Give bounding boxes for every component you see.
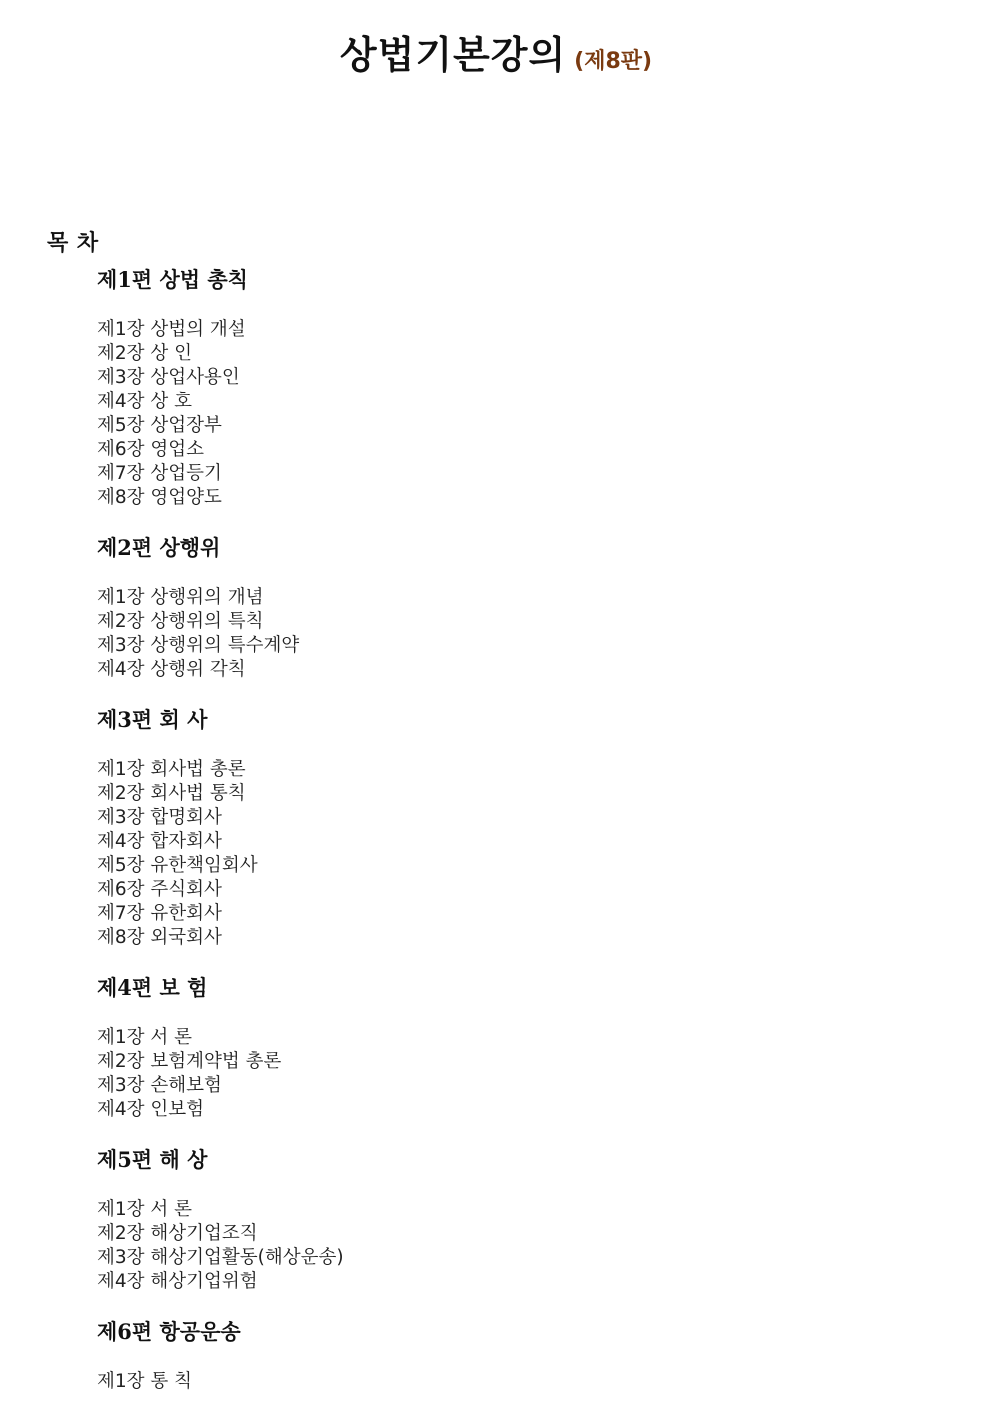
chapter-item: 제1장 서 론 [97,1199,193,1220]
chapter-item: 제7장 유한회사 [97,903,222,924]
chapter-item: 제2장 보험계약법 총론 [97,1051,282,1072]
toc-part [97,1316,897,1394]
chapter-item: 제1장 서 론 [97,1027,193,1048]
part-title: 제2편 상행위 [97,535,221,560]
chapter-item: 제7장 상업등기 [97,463,222,484]
chapter-item: 제2장 회사법 통칙 [97,783,246,804]
part-title: 제5편 해 상 [97,1147,208,1172]
chapter-item: 제2장 상 인 [97,343,193,364]
chapter-item: 제3장 상업사용인 [97,367,240,388]
part-title: 제6편 항공운송 [97,1319,241,1344]
edition-label: (제8판) [574,49,653,74]
chapter-item: 제4장 합자회사 [97,831,222,852]
chapter-item: 제3장 상행위의 특수계약 [97,635,300,656]
chapter-item: 제4장 해상기업위험 [97,1271,258,1292]
toc-heading: 목 차 [47,230,99,256]
toc-part [97,264,897,510]
chapter-item: 제3장 합명회사 [97,807,222,828]
chapter-list [97,758,897,950]
toc-part [97,704,897,950]
part-title: 제4편 보 험 [97,975,208,1000]
book-title: 상법기본강의 [339,33,567,77]
chapter-item: 제1장 통 칙 [97,1371,193,1392]
chapter-item: 제1장 회사법 총론 [97,759,246,780]
chapter-item: 제2장 상행위의 특칙 [97,611,264,632]
chapter-item: 제4장 인보험 [97,1099,205,1120]
chapter-item: 제4장 상 호 [97,391,193,412]
chapter-item: 제8장 영업양도 [97,487,222,508]
chapter-item: 제2장 해상기업조직 [97,1223,258,1244]
chapter-item: 제3장 해상기업활동(해상운송) [97,1247,344,1268]
part-title: 제3편 회 사 [97,707,208,732]
chapter-list [97,1026,897,1122]
document-title [0,24,992,79]
chapter-item: 제8장 외국회사 [97,927,222,948]
chapter-list [97,318,897,510]
chapter-item: 제6장 주식회사 [97,879,222,900]
chapter-item: 제5장 상업장부 [97,415,222,436]
table-of-contents [97,264,897,1416]
chapter-item: 제6장 영업소 [97,439,205,460]
chapter-item: 제4장 상행위 각칙 [97,659,246,680]
chapter-list [97,1198,897,1294]
chapter-list [97,586,897,682]
toc-part [97,1144,897,1294]
chapter-item: 제1장 상행위의 개념 [97,587,264,608]
chapter-item: 제3장 손해보험 [97,1075,222,1096]
chapter-item: 제5장 유한책임회사 [97,855,258,876]
chapter-list [97,1370,897,1394]
toc-part [97,972,897,1122]
toc-part [97,532,897,682]
part-title: 제1편 상법 총칙 [97,267,248,292]
chapter-item: 제1장 상법의 개설 [97,319,246,340]
